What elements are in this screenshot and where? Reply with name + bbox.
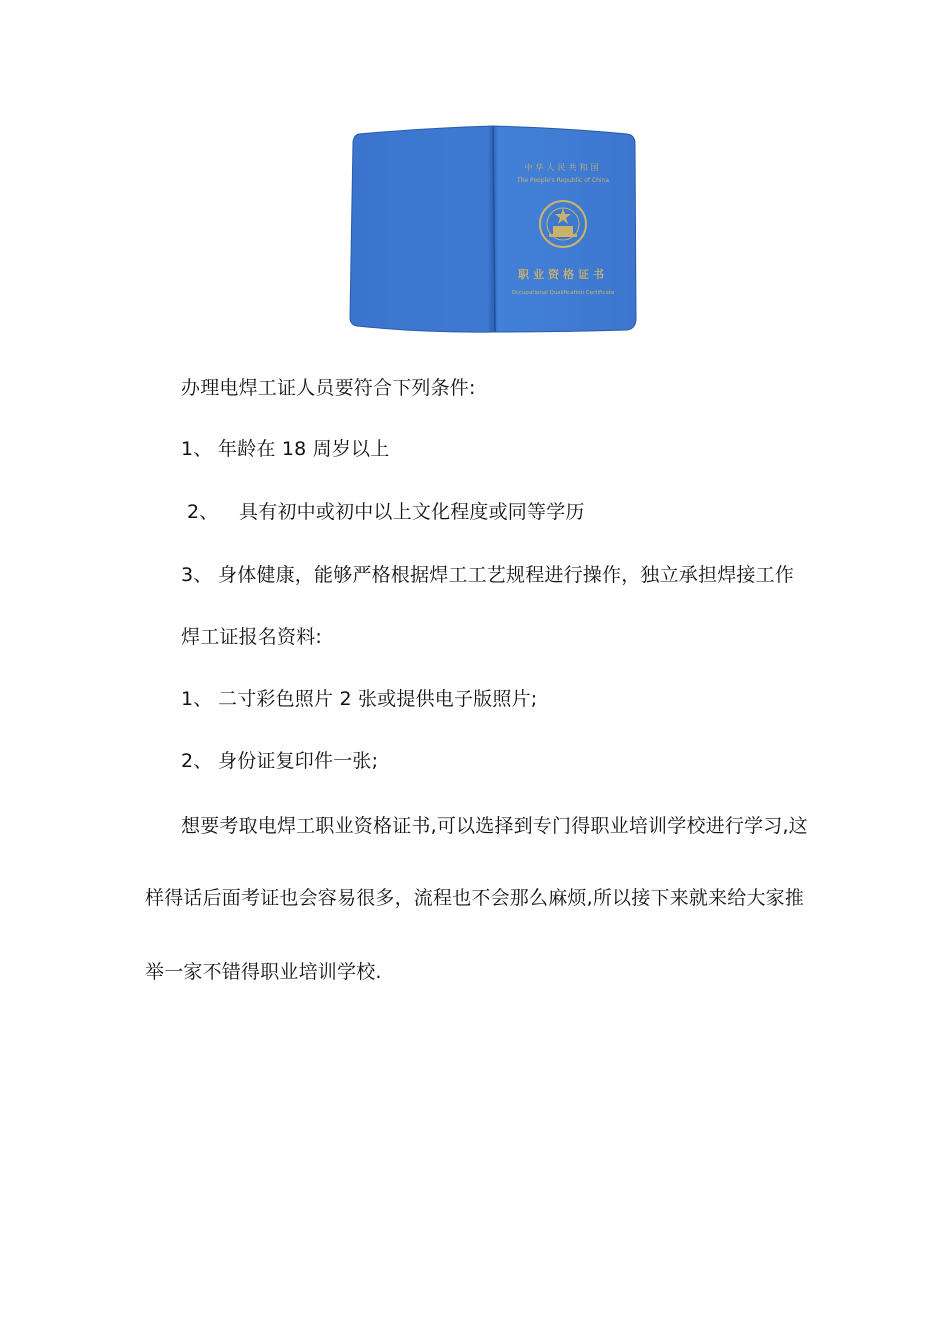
condition-item-2 (187, 500, 585, 524)
paragraph-line-2: 样得话后面考证也会容易很多，流程也不会那么麻烦,所以接下来就来给大家推 (145, 887, 805, 909)
condition-item-2-text: 具有初中或初中以上文化程度或同等学历 (239, 501, 585, 523)
paragraph-line-3: 举一家不错得职业培训学校. (145, 961, 382, 983)
cover-line2: The People's Republic of China (516, 177, 610, 184)
material-item-1 (181, 687, 537, 711)
cover-title: 职业资格证书 (518, 268, 608, 281)
material-item-2-number: 2、 (181, 750, 213, 772)
condition-item-1-text: 年龄在 18 周岁以上 (218, 438, 390, 460)
conditions-heading: 办理电焊工证人员要符合下列条件: (181, 377, 476, 399)
material-item-2 (181, 749, 378, 773)
condition-item-3-number: 3、 (181, 564, 213, 586)
material-item-2-text: 身份证复印件一张; (218, 750, 379, 772)
material-item-1-number: 1、 (181, 688, 213, 710)
cover-subtitle: Occupational Qualification Certificate (511, 290, 615, 296)
certificate-cover-drawing (345, 122, 645, 334)
materials-heading: 焊工证报名资料: (181, 626, 323, 648)
material-item-1-text: 二寸彩色照片 2 张或提供电子版照片; (218, 688, 538, 710)
certificate-photo (345, 122, 645, 334)
condition-item-1-number: 1、 (181, 438, 213, 460)
cover-line1: 中华人民共和国 (524, 163, 602, 172)
condition-item-1 (181, 437, 389, 461)
condition-item-2-number: 2、 (187, 501, 219, 523)
condition-item-3-text: 身体健康，能够严格根据焊工工艺规程进行操作，独立承担焊接工作 (218, 564, 795, 586)
condition-item-3 (181, 563, 794, 587)
paragraph-line-1: 想要考取电焊工职业资格证书,可以选择到专门得职业培训学校进行学习,这 (181, 815, 808, 837)
national-emblem-icon (540, 201, 586, 247)
